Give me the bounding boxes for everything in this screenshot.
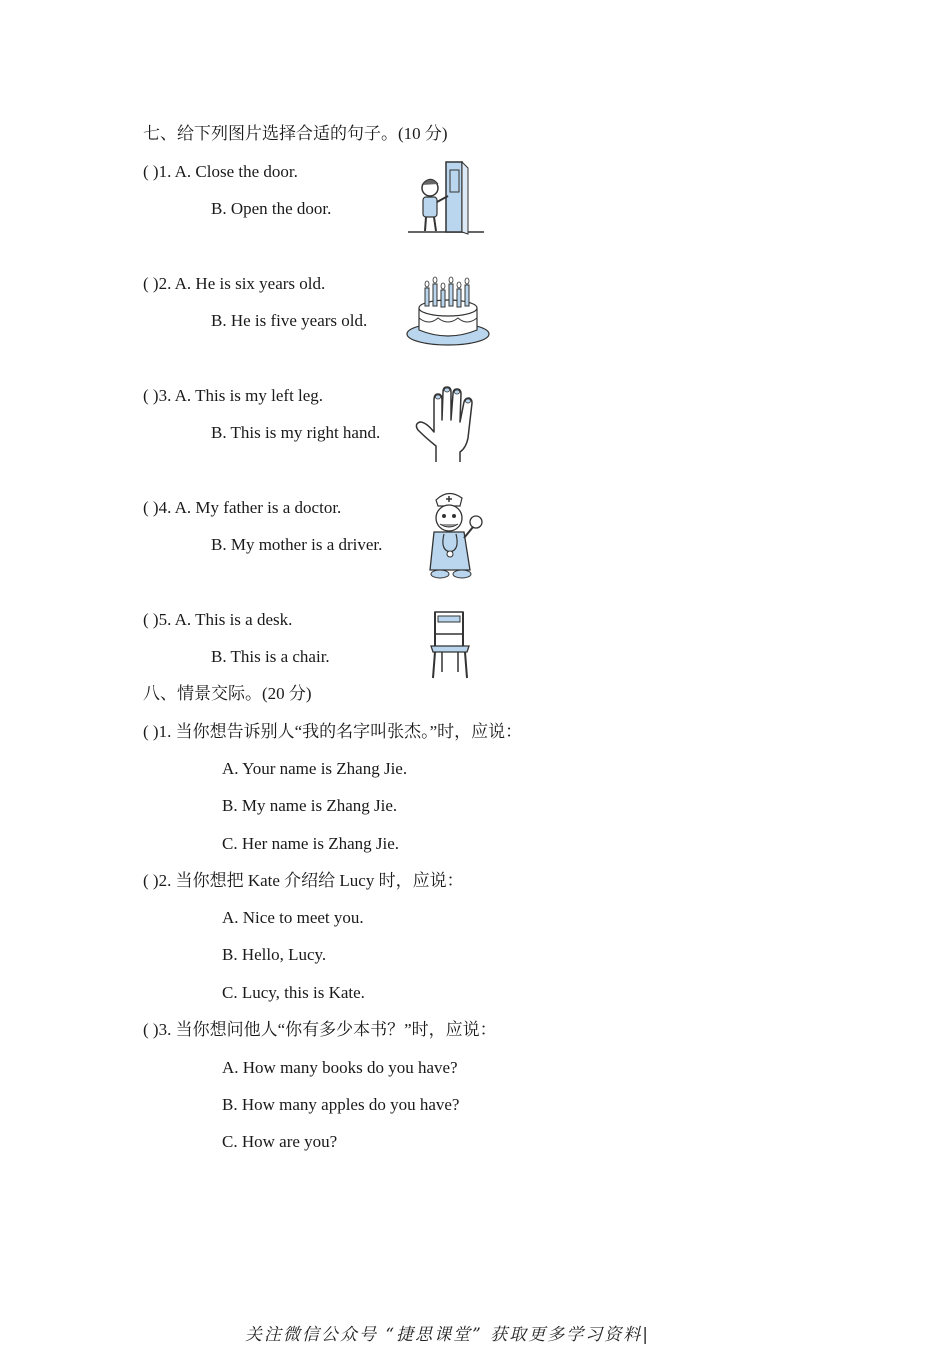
birthday-cake-icon	[405, 274, 491, 350]
hand-icon	[412, 386, 478, 464]
question-8-3-option-b: B. How many apples do you have?	[222, 1095, 460, 1114]
question-7-2-option-b: B. He is five years old.	[211, 311, 368, 330]
question-7-1-line-a: ( )1. A. Close the door.	[143, 162, 298, 181]
footer-promo-text: 关注微信公众号 “捷思课堂” 获取更多学习资料|	[245, 1325, 650, 1345]
question-8-2-option-a: A. Nice to meet you.	[222, 908, 364, 927]
chair-icon	[429, 610, 471, 680]
doctor-icon	[418, 490, 486, 580]
question-8-1-prompt: ( )1. 当你想告诉别人“我的名字叫张杰。”时，应说：	[143, 722, 523, 741]
question-8-1-option-b: B. My name is Zhang Jie.	[222, 796, 398, 815]
question-7-5-option-b: B. This is a chair.	[211, 647, 330, 666]
question-8-3-option-a: A. How many books do you have?	[222, 1058, 458, 1077]
question-7-5-line-a: ( )5. A. This is a desk.	[143, 610, 293, 629]
question-8-1-option-c: C. Her name is Zhang Jie.	[222, 834, 400, 853]
question-8-3-prompt: ( )3. 当你想问他人“你有多少本书？”时，应说：	[143, 1020, 497, 1039]
section-8-heading: 八、情景交际。(20 分)	[143, 684, 312, 703]
section-7-heading: 七、给下列图片选择合适的句子。(10 分)	[143, 124, 448, 143]
question-8-1-option-a: A. Your name is Zhang Jie.	[222, 759, 408, 778]
question-7-1-option-b: B. Open the door.	[211, 199, 332, 218]
question-7-4-line-a: ( )4. A. My father is a doctor.	[143, 498, 342, 517]
question-8-2-option-c: C. Lucy, this is Kate.	[222, 983, 365, 1002]
question-7-3-option-b: B. This is my right hand.	[211, 423, 381, 442]
question-7-3-line-a: ( )3. A. This is my left leg.	[143, 386, 324, 405]
question-8-2-option-b: B. Hello, Lucy.	[222, 945, 327, 964]
question-8-3-option-c: C. How are you?	[222, 1132, 338, 1151]
question-7-4-option-b: B. My mother is a driver.	[211, 535, 383, 554]
question-8-2-prompt: ( )2. 当你想把 Kate 介绍给 Lucy 时，应说：	[143, 871, 464, 890]
question-7-2-line-a: ( )2. A. He is six years old.	[143, 274, 326, 293]
door-icon	[406, 158, 488, 240]
